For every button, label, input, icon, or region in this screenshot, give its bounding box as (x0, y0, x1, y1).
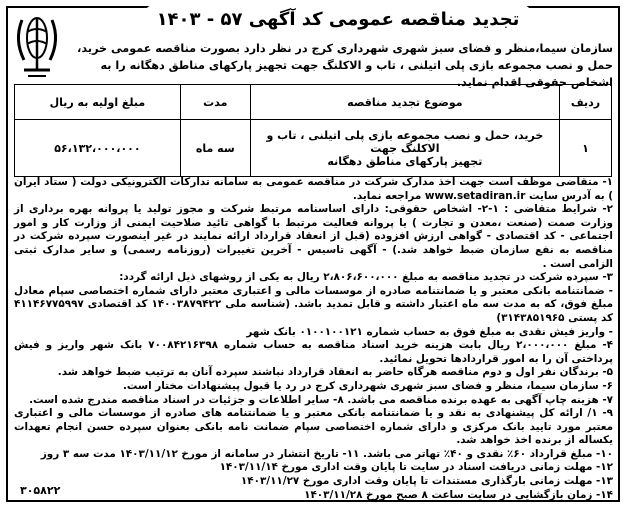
table-row (15, 120, 612, 177)
title-banner (142, 4, 534, 34)
row-subject-line-1: خرید، حمل و نصب مجموعه بازی پلی اتیلنی ، تاب و الاکلنگ جهت (266, 128, 544, 155)
row-amount: ۵۶،۱۳۲،۰۰۰،۰۰۰ (15, 120, 181, 177)
condition-item: ۶- سازمان سیما، منظر و فضای سبز شهری شهرداری کرج در رد یا قبول پیشنهادات مختار است. (122, 379, 613, 392)
header-subject: موضوع تجدید مناقصه (250, 85, 559, 120)
condition-item: ۳- سپرده شرکت در تجدید مناقصه به مبلغ ۲،۸۰۶،۶۰۰،۰۰۰ ریال به یکی از روشهای ذیل ارائه گردد: (119, 271, 613, 284)
condition-item: - واریز فیش نقدی به مبلغ فوق به حساب شماره ۰۱۰۰۱۰۰۱۲۱ بانک شهر (246, 325, 613, 338)
row-subject-line-2: تجهیز پارکهای مناطق دهگانه (327, 154, 483, 168)
tender-table (14, 84, 612, 177)
ad-code: ۳۰۵۸۲۲ (20, 484, 61, 497)
condition-item: ۹- ۱/ ارائه کل پیشنهادی به نقد و یا ضمانتنامه بانکی معتبر و یا ضمانتنامه های صادره از موسسات مالی و اعتباری معتبر مورد تایید بانک مرکزی و دارای شماره اختصاصی سپام ضمانت نامه بانکی بعنوان سپرده حسن انجام تعهدات یکساله از برنده اخذ خواهد شد. (14, 407, 614, 447)
conditions-list (14, 176, 613, 502)
notice-title: تجدید مناقصه عمومی کد آگهی ۵۷ - ۱۴۰۳ (156, 8, 520, 30)
condition-item: ۱۴- زمان بازگشایی در سایت ساعت ۸ صبح مورخ ۱۴۰۳/۱۱/۲۸ (304, 488, 613, 501)
header-index: ردیف (560, 85, 612, 120)
condition-item: ۲- شرایط متقاضی : ۱-۲- اشخاص حقوقی: دارای اساسنامه مرتبط شرکت و مجوز تولید یا پروانه بهره برداری از وزارت صمت (صنعت ،معدن و تجارت ) یا پروانه فعالیت مرتبط با گواهی تائید صلاحیت ایمنی از وزارت کار و امور اجتماعی - کد اقتصادی - گواهی ارزش افزوده (قبل از انعقاد قرارداد ارائه نمایند در غیر اینصورت سپرده شرکت در مناقصه به نفع سازمان ضبط خواهد شد.) - آگهی تاسیس - آخرین تغییرات (روزنامه رسمی) و سایر مدارک ثبتی الزامی است . (14, 203, 613, 270)
header-amount: مبلغ اولیه به ریال (15, 85, 181, 120)
condition-item: ۱۰- مبلغ قرارداد ۶۰٪ نقدی و ۴۰٪ تهاتر می باشد. ۱۱- تاریخ انتشار در سامانه از مورخ ۱۴۰۳/۱۱/۱۲ مدت سه ۳ روز (40, 447, 613, 460)
row-duration: سه ماه (180, 120, 250, 177)
karaj-municipality-logo-icon (12, 10, 62, 80)
condition-item: ۷- هزینه چاپ آگهی به عهده برنده مناقصه می باشد. ۸- سایر اطلاعات و جزئیات در اسناد مناقصه مندرج شده است. (29, 393, 613, 406)
condition-item: ۱- متقاضی موظف است جهت اخذ مدارک شرکت در مناقصه عمومی به سامانه تدارکات الکترونیکی دولت ( ستاد ایران ) به آدرس سایت www.setadiran.ir مراجعه نماید. (14, 176, 613, 202)
row-index: ۱ (560, 120, 612, 177)
table-header-row (15, 85, 612, 120)
condition-item: - ضمانتنامه بانکی معتبر و یا ضمانتنامه صادره از موسسات مالی و اعتباری معتبر دارای شماره اختصاصی سپام معادل مبلغ فوق، که به مدت سه ماه اعتبار داشته و قابل تمدید باشد. (شناسه ملی ۱۴۰۰۳۸۷۹۴۲۲ کد اقتصادی ۴۱۱۴۶۷۷۵۹۹۷ کد پستی ۳۱۴۳۸۵۱۹۶۵) (14, 284, 614, 324)
condition-item: ۵- برندگان نفر اول و دوم مناقصه هرگاه حاضر به انعقاد قرارداد نباشند سپرده آنان به ترتیب ضبط خواهد شد. (57, 366, 613, 379)
row-subject (250, 120, 559, 177)
condition-item: ۱۳- مهلت زمانی بارگذاری مستندات تا پایان وقت اداری مورخ ۱۴۰۳/۱۱/۲۷ (240, 475, 613, 488)
condition-item: ۴- مبلغ ۲،۰۰۰،۰۰۰ ریال بابت هزینه خرید اسناد مناقصه به حساب شماره ۷۰۰۸۴۲۱۶۳۹۸ بانک شهر واریز و فیش پرداختی آن را به امور قراردادها تحویل نمائید. (14, 339, 613, 365)
intro-paragraph: سازمان سیما،منظر و فضای سبز شهری شهرداری کرج در نظر دارد بصورت مناقصه عمومی خرید، حمل و نصب مجموعه بازی پلی اتیلنی ، تاب و الاکلنگ جهت تجهیز پارکهای مناطق دهگانه را به اشخاص حقوقی اقدام نماید. (77, 42, 613, 89)
condition-item: ۱۲- مهلت زمانی دریافت اسناد در سایت تا پایان وقت اداری مورخ ۱۴۰۳/۱۱/۱۴ (219, 461, 613, 474)
header-duration: مدت (180, 85, 250, 120)
